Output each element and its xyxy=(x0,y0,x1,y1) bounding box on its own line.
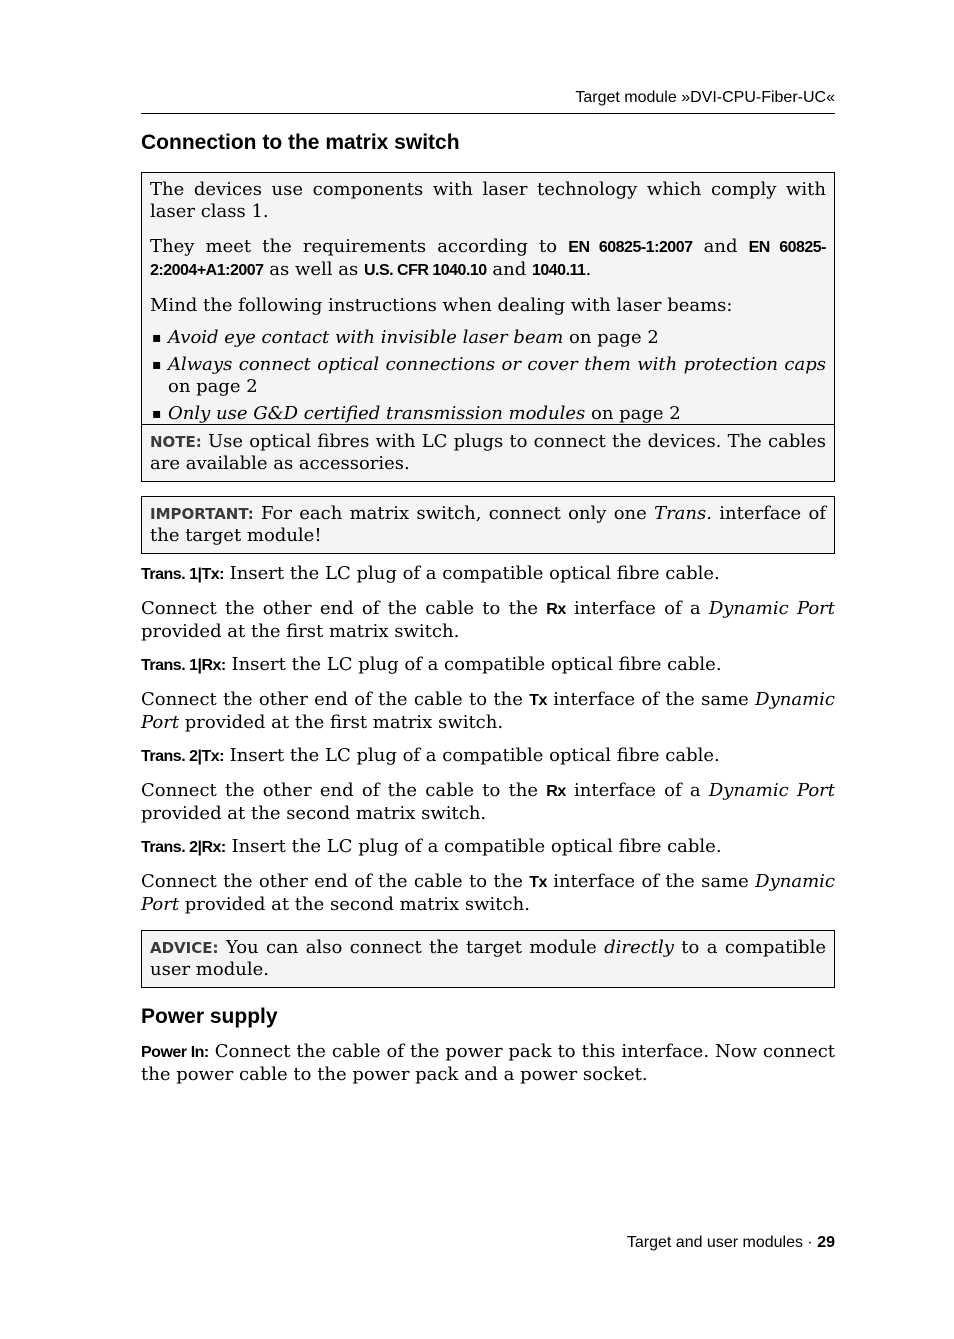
step-instruction: Trans. 1|Tx: Insert the LC plug of a compatible optical fibre cable. xyxy=(141,563,720,584)
running-header: Target module »DVI-CPU-Fiber-UC« xyxy=(575,89,835,106)
page-number: 29 xyxy=(817,1234,835,1251)
section-heading-matrix: Connection to the matrix switch xyxy=(141,131,460,154)
step-connection: Connect the other end of the cable to the Tx interface of the same Dynamic Port provided at the first matrix switch. xyxy=(141,689,835,733)
standard-ref: EN 60825-2:2004+A1:2007 xyxy=(150,239,827,279)
port-label: Trans. 2|Tx: xyxy=(141,748,224,765)
note-text: Use optical fibres with LC plugs to connect the devices. The cables are available as accessories. xyxy=(150,431,826,474)
important-tag: IMPORTANT: xyxy=(150,505,254,523)
list-item: ▪ Avoid eye contact with invisible laser beam on page 2 xyxy=(150,327,826,349)
step-instruction: Trans. 2|Tx: Insert the LC plug of a compatible optical fibre cable. xyxy=(141,745,720,766)
laser-safety-box xyxy=(141,172,835,432)
header-rule xyxy=(141,113,835,114)
step-connection: Connect the other end of the cable to the Tx interface of the same Dynamic Port provided at the second matrix switch. xyxy=(141,871,835,915)
cross-reference-link[interactable]: Avoid eye contact with invisible laser beam xyxy=(168,327,564,348)
port-label: Trans. 1|Rx: xyxy=(141,657,226,674)
advice-box: ADVICE: You can also connect the target module directly to a compatible user module. xyxy=(141,930,835,988)
standard-ref: 1040.11 xyxy=(531,262,586,279)
list-item: ▪ Only use G&D certified transmission modules on page 2 xyxy=(150,403,826,425)
standard-ref: EN 60825-1:2007 xyxy=(568,239,693,256)
step-connection: Connect the other end of the cable to the Rx interface of a Dynamic Port provided at the first matrix switch. xyxy=(141,598,835,642)
power-paragraph: Power In: Connect the cable of the power pack to this interface. Now connect the power cable to the power pack and a power socket. xyxy=(141,1041,836,1085)
standard-ref: U.S. CFR 1040.10 xyxy=(363,262,487,279)
note-tag: NOTE: xyxy=(150,433,202,451)
cross-reference-link[interactable]: Only use G&D certified transmission modules xyxy=(168,403,586,424)
port-label: Trans. 2|Rx: xyxy=(141,839,226,856)
laser-paragraph-2: They meet the requirements according to EN 60825-1:2007 and EN 60825-2:2004+A1:2007 as well as U.S. CFR 1040.10 and 1040.11. xyxy=(150,236,827,280)
page-footer: Target and user modules · 29 xyxy=(626,1234,835,1251)
section-heading-power: Power supply xyxy=(141,1005,278,1028)
port-label: Power In: xyxy=(141,1044,209,1061)
laser-instruction-list xyxy=(150,327,826,425)
step-instruction: Trans. 2|Rx: Insert the LC plug of a compatible optical fibre cable. xyxy=(141,836,722,857)
list-item: ▪ Always connect optical connections or cover them with protection caps on page 2 xyxy=(150,354,826,398)
note-box xyxy=(141,424,835,482)
advice-tag: ADVICE: xyxy=(150,939,219,957)
step-instruction: Trans. 1|Rx: Insert the LC plug of a compatible optical fibre cable. xyxy=(141,654,722,675)
port-label: Trans. 1|Tx: xyxy=(141,566,224,583)
laser-paragraph-3: Mind the following instructions when dealing with laser beams: xyxy=(150,295,733,316)
important-box: IMPORTANT: For each matrix switch, connect only one Trans. interface of the target module! xyxy=(141,496,835,554)
laser-paragraph-1: The devices use components with laser technology which comply with laser class 1. xyxy=(150,179,826,222)
step-connection: Connect the other end of the cable to the Rx interface of a Dynamic Port provided at the second matrix switch. xyxy=(141,780,835,824)
cross-reference-link[interactable]: Always connect optical connections or cover them with protection caps xyxy=(168,354,826,375)
